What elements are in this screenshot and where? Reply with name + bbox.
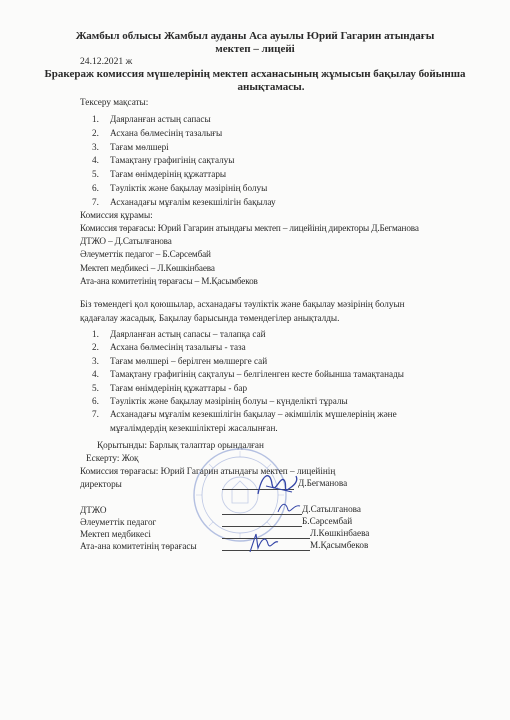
finding-item-text: Тағам өнімдерінің құжаттары - бар <box>110 382 248 393</box>
document-title-line2: анықтамасы. <box>237 81 305 93</box>
document-date: 24.12.2021 ж <box>80 56 133 67</box>
purpose-item <box>88 168 276 182</box>
purpose-item <box>88 154 276 168</box>
purpose-item-number: 3. <box>92 141 99 152</box>
signer-role-dtzho: ДТЖО <box>80 505 107 515</box>
school-header-line2: мектеп – лицейі <box>215 43 295 55</box>
chair-title-line2: директоры <box>80 478 122 489</box>
finding-item-number: 1. <box>92 329 99 339</box>
purpose-item <box>88 182 276 196</box>
purpose-item <box>88 141 276 155</box>
finding-item <box>88 328 404 341</box>
finding-item-text: Асханадағы мұғалім кезекшілігін бақылау – әкімшілік мүшелерінің және <box>110 409 397 420</box>
finding-item <box>88 382 404 395</box>
findings-list <box>88 328 404 435</box>
finding-item <box>88 355 404 368</box>
finding-item-number: 7. <box>92 409 99 420</box>
finding-item <box>88 395 404 408</box>
commission-member: Комиссия төрағасы: Юрий Гагарин атындағы мектеп – лицейінің директоры Д.Бегманова <box>80 223 419 233</box>
purpose-item-text: Асханадағы мұғалім кезекшілігін бақылау <box>110 196 276 207</box>
signer-name-social-pedagogue: Б.Сәрсембай <box>302 516 353 526</box>
document-title-line1: Бракераж комиссия мүшелерінің мектеп асханасының жұмысын бақылау бойынша <box>44 68 466 80</box>
purpose-item-text: Тамақтану графигінің сақталуы <box>110 155 235 166</box>
signer-role-nurse: Мектеп медбикесі <box>80 529 151 539</box>
purpose-item-text: Даярланған астың сапасы <box>110 114 211 124</box>
purpose-item <box>88 196 276 210</box>
chair-name: Д.Бегманова <box>298 478 348 488</box>
finding-item-number: 3. <box>92 355 99 366</box>
intro-line: қадағалау жасадық. Бақылау барысында төмендегілер анықталды. <box>80 312 340 323</box>
purpose-item-number: 6. <box>92 182 99 193</box>
finding-item-text: Даярланған астың сапасы – талапқа сай <box>110 329 266 339</box>
purpose-list <box>88 113 276 210</box>
commission-members <box>80 222 419 288</box>
purpose-item-text: Тағам өнімдерінің құжаттары <box>110 169 227 180</box>
commission-member: Ата-ана комитетінің төрағасы – М.Қасымбеков <box>80 275 258 286</box>
purpose-item <box>88 127 276 141</box>
purpose-item-number: 7. <box>92 196 99 207</box>
purpose-item-number: 4. <box>92 155 99 166</box>
signer-role-social-pedagogue: Әлеуметтік педагог <box>80 517 157 527</box>
note-text: Ескерту: Жоқ <box>86 453 139 463</box>
finding-item-number: 5. <box>92 382 99 393</box>
commission-member: ДТЖО – Д.Сатылғанова <box>80 236 172 247</box>
purpose-item <box>88 113 276 127</box>
signer-name-nurse: Л.Көшкінбаева <box>310 528 370 538</box>
parent-chair-handwritten-signature <box>246 530 280 556</box>
chair-title-line1: Комиссия төрағасы: Юрий Гагарин атындағы мектеп – лицейінің <box>80 466 336 476</box>
purpose-item-text: Тәуліктік және бақылау мәзірінің болуы <box>110 182 268 193</box>
purpose-item-number: 1. <box>92 114 99 124</box>
finding-item-number: 6. <box>92 396 99 407</box>
commission-member: Әлеуметтік педагог – Б.Сәрсембай <box>80 249 211 260</box>
school-header-line1: Жамбыл облысы Жамбыл ауданы Аса ауылы Юрий Гагарин атындағы <box>75 30 435 42</box>
dtzho-handwritten-signature <box>276 500 304 516</box>
finding-item <box>88 408 404 435</box>
finding-item-number: 4. <box>92 369 99 380</box>
finding-item-text: Тәуліктік және бақылау мәзірінің болуы – күнделікті тұралы <box>110 396 348 407</box>
signer-name-parent-chair: М.Қасымбеков <box>310 540 369 550</box>
finding-item <box>88 368 404 381</box>
intro-paragraph <box>80 298 405 325</box>
commission-heading: Комиссия құрамы: <box>80 210 153 220</box>
purpose-item-number: 5. <box>92 169 99 180</box>
finding-item-number: 2. <box>92 342 99 353</box>
signer-name-dtzho: Д.Сатылганова <box>302 504 361 514</box>
purpose-item-text: Асхана бөлмесінің тазалығы <box>110 127 223 138</box>
purpose-item-text: Тағам мөлшері <box>110 141 169 152</box>
finding-item-text: Тамақтану графигінің сақталуы – белгіленген кесте бойынша тамақтанады <box>110 369 404 380</box>
intro-line: Біз төмендегі қол қоюшылар, асханадағы тәуліктік және бақылау мәзірінің болуын <box>80 299 405 309</box>
finding-item-text: Асхана бөлмесінің тазалығы - таза <box>110 342 246 353</box>
finding-item-text: Тағам мөлшері – берілген мөлшерге сай <box>110 355 268 366</box>
signature-line-social-pedagogue <box>222 526 302 527</box>
finding-item <box>88 341 404 354</box>
purpose-item-number: 2. <box>92 127 99 138</box>
commission-member: Мектеп медбикесі – Л.Көшкінбаева <box>80 262 215 273</box>
signer-role-parent-chair: Ата-ана комитетінің төрағасы <box>80 541 197 551</box>
conclusion-text: Қорытынды: Барлық талаптар орындалған <box>97 440 264 450</box>
finding-item-text: мұғалімдердің кезекшіліктері жасалынған. <box>110 422 278 433</box>
chair-handwritten-signature <box>252 466 302 502</box>
purpose-heading: Тексеру мақсаты: <box>80 97 149 107</box>
